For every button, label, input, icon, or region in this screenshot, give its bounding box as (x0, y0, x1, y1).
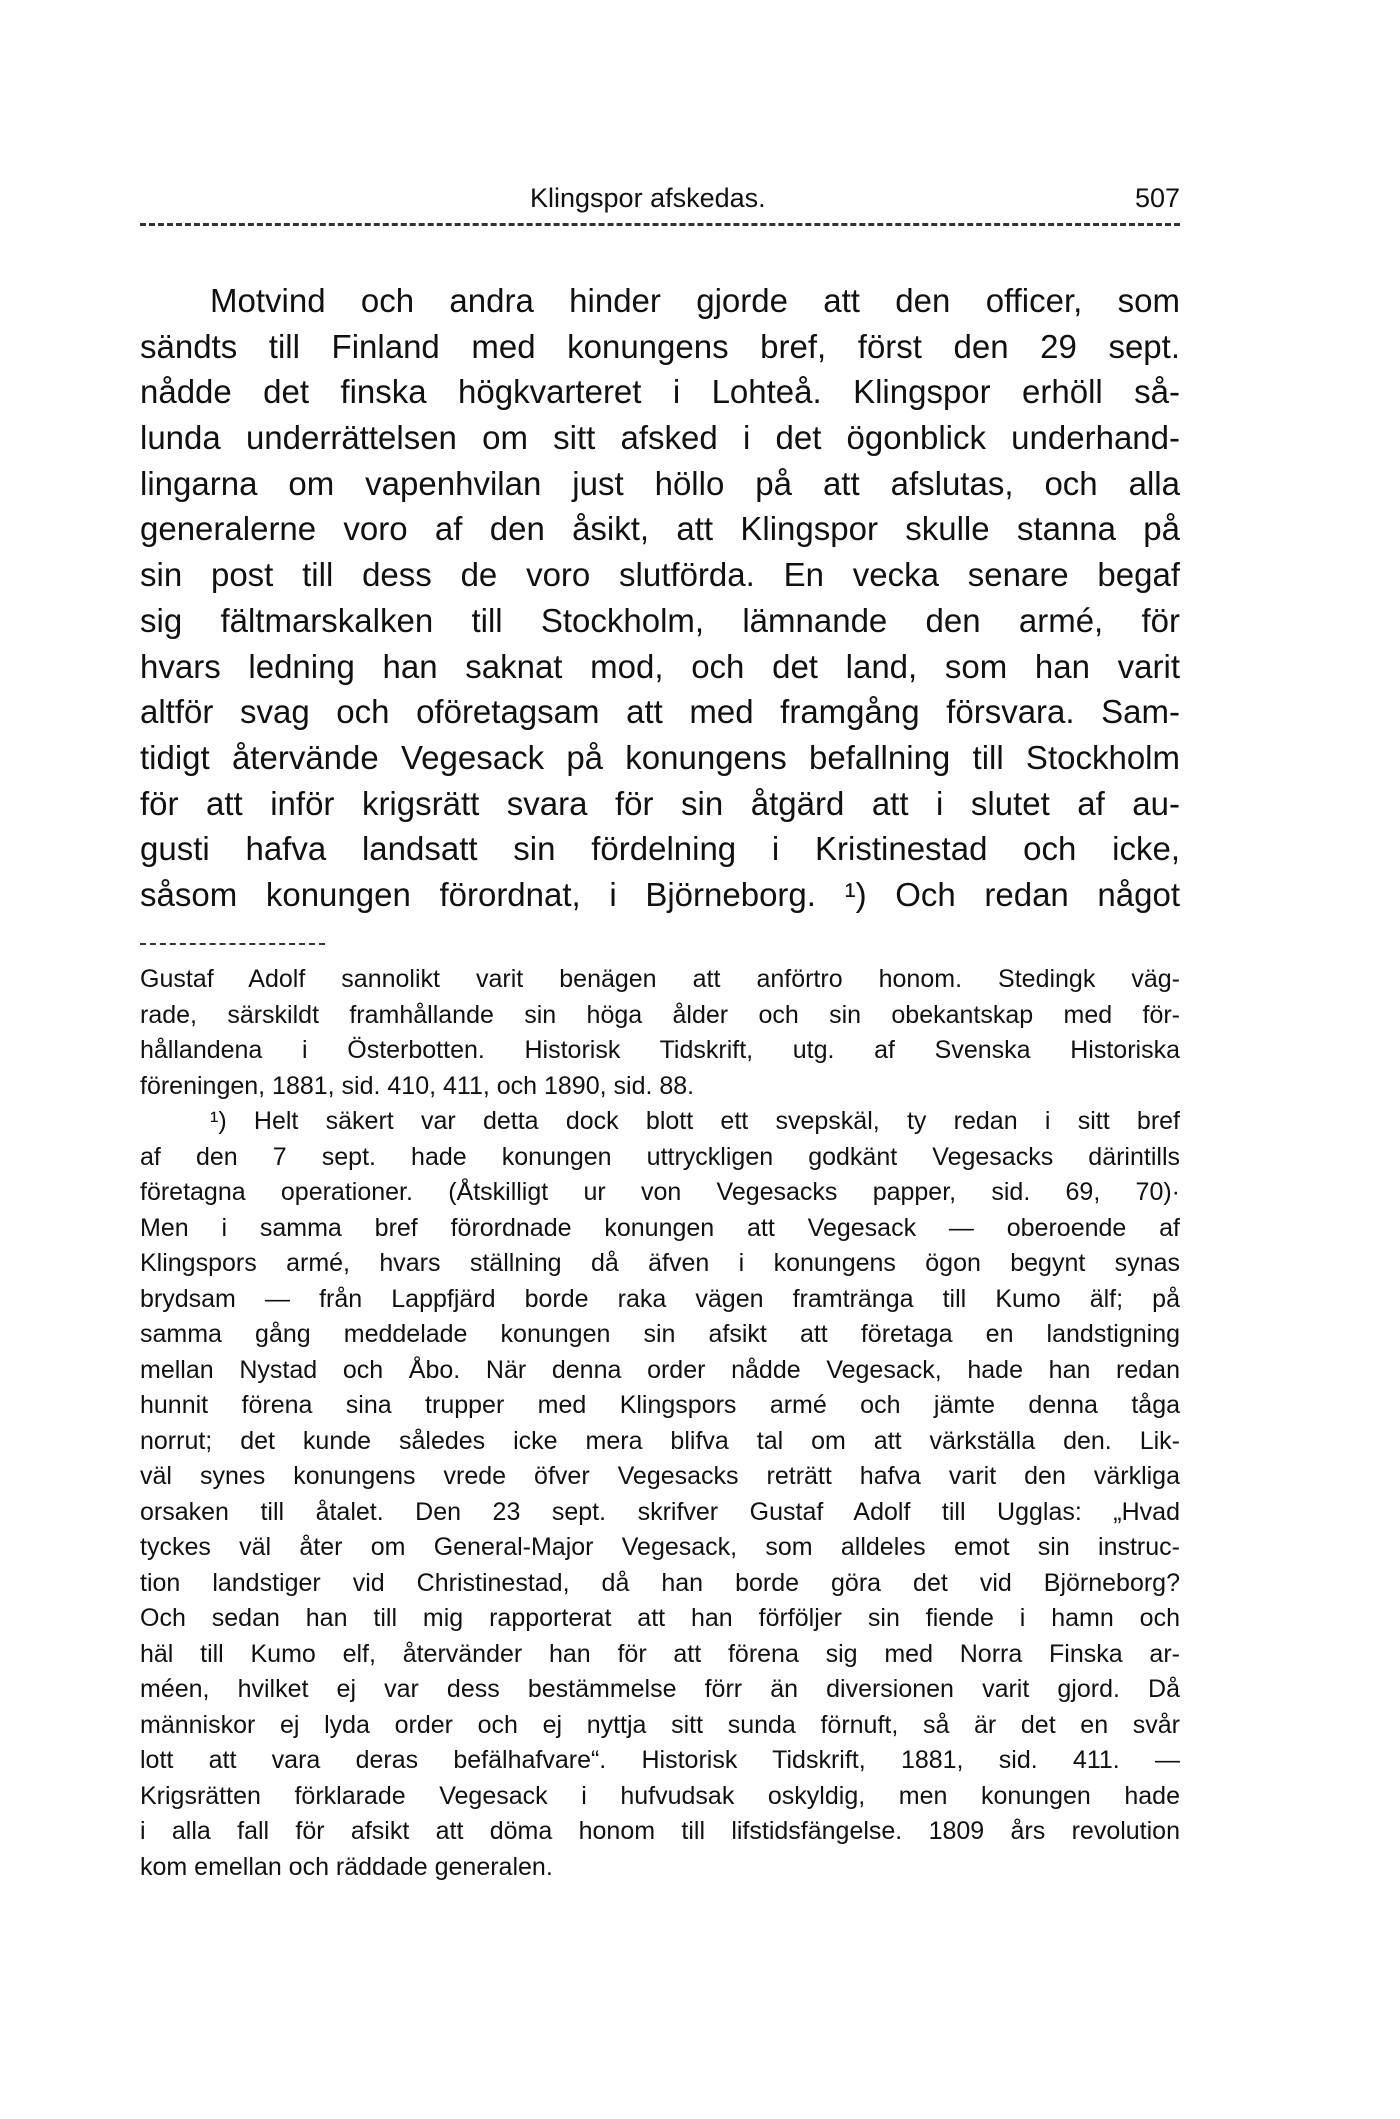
text-line: såsom konungen förordnat, i Björneborg. ¹) Och redan något (140, 875, 1180, 913)
footnote-line: samma gång meddelade konungen sin afsikt att företaga en landstigning (140, 1320, 1180, 1348)
footnote-line: Men i samma bref förordnade konungen att Vegesack — oberoende af (140, 1213, 1180, 1242)
text-line: för att inför krigsrätt svara för sin åtgärd att i slutet af au- (140, 784, 1180, 822)
footnotes (140, 962, 1180, 1885)
text-line: altför svag och oföretagsam att med framgång försvara. Sam- (140, 693, 1180, 731)
footnote-line: tyckes väl åter om General-Major Vegesack, som alldeles emot sin instruc- (140, 1533, 1180, 1561)
text-line: lingarna om vapenhvilan just höllo på att afslutas, och alla (140, 464, 1180, 502)
text-line: lunda underrättelsen om sitt afsked i det ögonblick underhand- (140, 419, 1180, 457)
footnote-rule (140, 943, 325, 945)
page-header (140, 182, 1180, 226)
footnote-line: häl till Kumo elf, återvänder han för att förena sig med Norra Finska ar- (140, 1639, 1180, 1668)
running-title: Klingspor afskedas. (530, 183, 766, 213)
footnote-line: norrut; det kunde således icke mera blifva tal om att värkställa den. Lik- (140, 1426, 1180, 1455)
footnote-line: orsaken till åtalet. Den 23 sept. skrifver Gustaf Adolf till Ugglas: „Hvad (140, 1497, 1180, 1526)
footnote-line: brydsam — från Lappfjärd borde raka vägen framtränga till Kumo älf; på (140, 1284, 1180, 1313)
footnote-line: kom emellan och räddade generalen. (140, 1852, 553, 1881)
footnote-line: i alla fall för afsikt att döma honom till lifstidsfängelse. 1809 års revolution (140, 1817, 1180, 1845)
text-line: nådde det finska högkvarteret i Lohteå. Klingspor erhöll så- (140, 373, 1180, 411)
text-line: sin post till dess de voro slutförda. En vecka senare begaf (140, 556, 1180, 594)
footnote-line: lott att vara deras befälhafvare“. Historisk Tidskrift, 1881, sid. 411. — (140, 1746, 1180, 1774)
footnote-line: föreningen, 1881, sid. 410, 411, och 1890, sid. 88. (140, 1071, 695, 1100)
header-rule (140, 223, 1180, 226)
footnote-line: Och sedan han till mig rapporterat att han förföljer sin fiende i hamn och (140, 1604, 1180, 1632)
footnote-line: méen, hvilket ej var dess bestämmelse förr än diversionen varit gjord. Då (140, 1675, 1180, 1703)
footnote-line: Klingspors armé, hvars ställning då äfven i konungens ögon begynt synas (140, 1249, 1180, 1277)
footnote-line: mellan Nystad och Åbo. När denna order nådde Vegesack, hade han redan (140, 1355, 1180, 1384)
text-line: Motvind och andra hinder gjorde att den officer, som (210, 282, 1180, 319)
text-line: sändts till Finland med konungens bref, först den 29 sept. (140, 327, 1180, 365)
text-line: sig fältmarskalken till Stockholm, lämnande den armé, för (140, 601, 1180, 639)
footnote-line: hunnit förena sina trupper med Klingspors armé och jämte denna tåga (140, 1391, 1180, 1419)
footnote-line: rade, särskildt framhållande sin höga ålder och sin obekantskap med för- (140, 1000, 1180, 1029)
text-line: generalerne voro af den åsikt, att Klingspor skulle stanna på (140, 510, 1180, 548)
footnote-line: väl synes konungens vrede öfver Vegesacks reträtt hafva varit den värkliga (140, 1462, 1180, 1490)
footnote-line: hållandena i Österbotten. Historisk Tidskrift, utg. af Svenska Historiska (140, 1036, 1180, 1064)
text-line: hvars ledning han saknat mod, och det land, som han varit (140, 647, 1180, 685)
page-number: 507 (1134, 183, 1180, 213)
footnote-line: af den 7 sept. hade konungen uttryckligen godkänt Vegesacks därintills (140, 1142, 1180, 1171)
footnote-line: Krigsrätten förklarade Vegesack i hufvudsak oskyldig, men konungen hade (140, 1781, 1180, 1810)
text-line: tidigt återvände Vegesack på konungens befallning till Stockholm (140, 738, 1180, 776)
footnote-line: människor ej lyda order och ej nyttja sitt sunda förnuft, så är det en svår (140, 1710, 1180, 1739)
footnote-line: företagna operationer. (Åtskilligt ur von Vegesacks papper, sid. 69, 70)· (140, 1178, 1180, 1206)
footnote-line: ¹) Helt säkert var detta dock blott ett svepskäl, ty redan i sitt bref (210, 1107, 1180, 1135)
main-text (140, 278, 1180, 918)
footnote-line: Gustaf Adolf sannolikt varit benägen att anförtro honom. Stedingk väg- (140, 965, 1180, 993)
text-line: gusti hafva landsatt sin fördelning i Kristinestad och icke, (140, 830, 1180, 868)
footnote-line: tion landstiger vid Christinestad, då han borde göra det vid Björneborg? (140, 1568, 1180, 1597)
